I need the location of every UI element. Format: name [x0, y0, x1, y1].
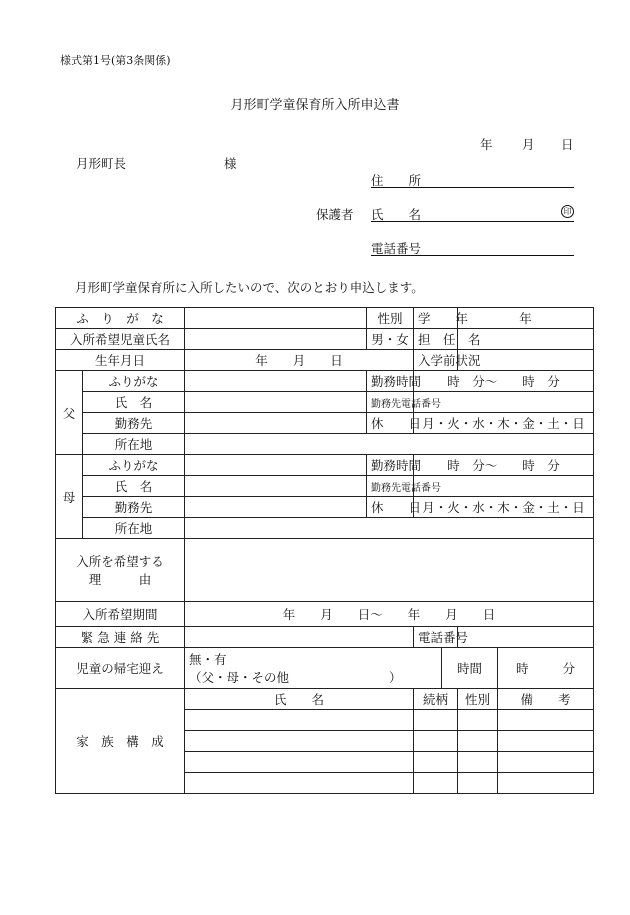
- table-row: [56, 602, 594, 627]
- honorific: 様: [224, 156, 237, 171]
- mother-workplace-field[interactable]: [185, 497, 367, 518]
- mother-name-label: 氏 名: [83, 476, 185, 497]
- form-title: 月形町学童保育所入所申込書: [230, 98, 400, 113]
- family-relation-header: 続柄: [414, 689, 458, 710]
- birthday-label: 生年月日: [56, 350, 185, 371]
- family-gender-cell[interactable]: [458, 731, 498, 752]
- grade-label: 学 年: [414, 308, 458, 329]
- family-name-cell[interactable]: [185, 731, 414, 752]
- emergency-phone-field[interactable]: [458, 627, 594, 648]
- seal-mark: 印: [561, 205, 574, 218]
- family-gender-cell[interactable]: [458, 752, 498, 773]
- mother-work-hours-label: 勤務時間: [367, 455, 414, 476]
- table-row: [56, 455, 594, 476]
- gender-choice[interactable]: 男・女: [367, 329, 414, 350]
- guardian-phone-field[interactable]: [371, 239, 574, 256]
- table-row: [56, 434, 594, 455]
- application-table: [55, 307, 594, 794]
- pickup-time-field[interactable]: [498, 648, 594, 689]
- emergency-phone-label: 電話番号: [414, 627, 458, 648]
- name-label: 氏 名: [371, 207, 422, 222]
- father-location-label: 所在地: [83, 434, 185, 455]
- family-name-header: 氏 名: [185, 689, 414, 710]
- mother-work-phone-label: 勤務先電話番号: [367, 476, 414, 497]
- addressee: 月形町長: [76, 156, 127, 171]
- table-row: [56, 329, 594, 350]
- family-remarks-header: 備 考: [498, 689, 594, 710]
- father-name-label: 氏 名: [83, 392, 185, 413]
- intro-text: 月形町学童保育所に入所したいので、次のとおり申込します。: [75, 280, 424, 295]
- reason-label: [56, 539, 185, 602]
- family-relation-cell[interactable]: [414, 752, 458, 773]
- father-work-phone-label: 勤務先電話番号: [367, 392, 414, 413]
- date-year-label: 年: [480, 137, 493, 152]
- child-name-label: 入所希望児童氏名: [56, 329, 185, 350]
- period-label: 入所希望期間: [56, 602, 185, 627]
- family-name-cell[interactable]: [185, 773, 414, 794]
- father-furigana-label: ふりがな: [83, 371, 185, 392]
- family-remarks-cell[interactable]: [498, 731, 594, 752]
- table-row: [56, 476, 594, 497]
- father-work-hours-field[interactable]: 時 分～ 時 分: [414, 371, 594, 392]
- family-relation-cell[interactable]: [414, 773, 458, 794]
- mother-location-label: 所在地: [83, 518, 185, 539]
- table-row: [56, 627, 594, 648]
- reason-label-line1: 入所を希望する: [76, 554, 164, 569]
- family-gender-header: 性別: [458, 689, 498, 710]
- table-row: [56, 350, 594, 371]
- pickup-time-label: 時間: [442, 648, 498, 689]
- mother-furigana-field[interactable]: [185, 455, 367, 476]
- father-holiday-label: 休 日: [367, 413, 414, 434]
- preschool-label: 入学前状況: [414, 350, 458, 371]
- birthday-field[interactable]: 年 月 日: [185, 350, 414, 371]
- father-workplace-field[interactable]: [185, 413, 367, 434]
- minute-unit: 分: [562, 661, 576, 676]
- teacher-label: 担 任 名: [414, 329, 458, 350]
- table-row: [56, 518, 594, 539]
- reason-label-line2: 理 由: [88, 572, 152, 587]
- table-row: [56, 371, 594, 392]
- date-day-label: 日: [561, 137, 574, 152]
- mother-holiday-choice[interactable]: 月・火・水・木・金・土・日: [414, 497, 594, 518]
- date-month-label: 月: [522, 137, 535, 152]
- furigana-label: ふ り が な: [56, 308, 185, 329]
- guardian-label: 保護者: [316, 207, 354, 222]
- address-label: 住 所: [371, 173, 422, 188]
- table-row: [56, 392, 594, 413]
- family-gender-cell[interactable]: [458, 773, 498, 794]
- grade-field[interactable]: [458, 308, 594, 329]
- table-row: [56, 648, 594, 689]
- pickup-label: 児童の帰宅迎え: [56, 648, 185, 689]
- father-workplace-label: 勤務先: [83, 413, 185, 434]
- family-remarks-cell[interactable]: [498, 773, 594, 794]
- family-remarks-cell[interactable]: [498, 710, 594, 731]
- table-row: [56, 308, 594, 329]
- family-remarks-cell[interactable]: [498, 752, 594, 773]
- period-field[interactable]: 年 月 日～ 年 月 日: [185, 602, 594, 627]
- family-relation-cell[interactable]: [414, 710, 458, 731]
- furigana-field[interactable]: [185, 308, 367, 329]
- mother-name-field[interactable]: [185, 476, 367, 497]
- father-furigana-field[interactable]: [185, 371, 367, 392]
- mother-location-field[interactable]: [185, 518, 594, 539]
- father-work-hours-label: 勤務時間: [367, 371, 414, 392]
- form-number: 様式第1号(第3条関係): [60, 54, 171, 67]
- gender-label: 性別: [367, 308, 414, 329]
- pickup-field[interactable]: [185, 648, 442, 689]
- reason-field[interactable]: [185, 539, 594, 602]
- mother-label: 母: [56, 455, 83, 539]
- table-row: [56, 689, 594, 710]
- mother-holiday-label: 休 日: [367, 497, 414, 518]
- family-name-cell[interactable]: [185, 710, 414, 731]
- family-label: 家 族 構 成: [56, 689, 185, 794]
- guardian-name-field[interactable]: [371, 205, 574, 222]
- family-gender-cell[interactable]: [458, 710, 498, 731]
- mother-work-hours-field[interactable]: 時 分～ 時 分: [414, 455, 594, 476]
- child-name-field[interactable]: [185, 329, 367, 350]
- father-location-field[interactable]: [185, 434, 594, 455]
- father-label: 父: [56, 371, 83, 455]
- father-name-field[interactable]: [185, 392, 367, 413]
- father-holiday-choice[interactable]: 月・火・水・木・金・土・日: [414, 413, 594, 434]
- family-relation-cell[interactable]: [414, 731, 458, 752]
- emergency-label: 緊 急 連 絡 先: [56, 627, 185, 648]
- mother-furigana-label: ふりがな: [83, 455, 185, 476]
- grade-unit: 年: [519, 311, 532, 326]
- table-row: [56, 539, 594, 602]
- pickup-choice: 無・有: [189, 652, 227, 667]
- pickup-who: （父・母・その他 ）: [189, 670, 402, 685]
- guardian-address-field[interactable]: [371, 171, 574, 188]
- hour-unit: 時: [516, 661, 529, 676]
- family-name-cell[interactable]: [185, 752, 414, 773]
- mother-workplace-label: 勤務先: [83, 497, 185, 518]
- table-row: [56, 413, 594, 434]
- emergency-field[interactable]: [185, 627, 414, 648]
- table-row: [56, 497, 594, 518]
- phone-label: 電話番号: [371, 241, 422, 256]
